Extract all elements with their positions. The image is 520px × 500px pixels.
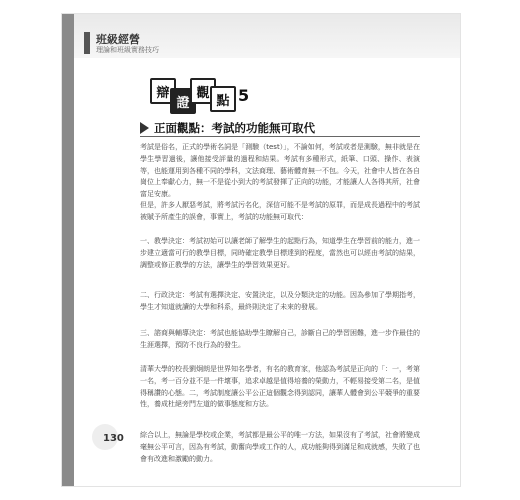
- section-heading: [140, 120, 315, 136]
- badge-char-3: 觀: [190, 78, 216, 104]
- paragraph-conclusion: 綜合以上，無論是學校或企業，考試都是最公平的唯一方法，如果沒有了考試，社會將變成毫無公平可言，因為有考試，動奮向學或工作的人，成功能夠得到滿足和成就感，失敗了也會有改進和激勵的動力。: [140, 431, 420, 463]
- paragraph-tsinghua: 清華大學的校長劉炯朗是世界知名學者，有名的教育家，他認為考試是正向的「：一，考第一名，考一百分並不是一件壞事，追求卓越是值得培養的榮動力，不輕易接受第二名，是值得稱讚的心態。二，考試制度讓公平公正這個觀念得到認同，讓華人體會到公平競爭的重要性，養成杜絕旁門左道的做事態度和方法。: [140, 365, 420, 409]
- paragraph-intro: 考試是俗名，正式的學術名詞是「測驗（test）」，不論如何，考試或者是測驗，無非就是在學生學習過後，讓他接受評量的過程和結果。考試有多種形式，紙筆、口頭、操作、表演等，也能運用到各種不同的學科，文法商理、藝術體育無一不包。今天，社會中人皆在各自崗位上奉獻心力，無一不是從小到大的考試發揮了正向的功能，才能讓人人各得其所，社會富足安康。: [140, 143, 420, 199]
- paragraph-counseling-decision: 三、諮商與輔導決定：考試也能協助學生瞭解自己，診斷自己的學習困難，進一步作最佳的生涯選擇，預防不良行為的發生。: [140, 329, 420, 349]
- badge-number: 5: [238, 86, 250, 105]
- chapter-subtitle: 理論和班級實務技巧: [96, 46, 159, 54]
- badge-char-4: 點: [210, 86, 236, 112]
- page-number: 130: [103, 433, 124, 444]
- triangle-bullet-icon: [140, 122, 149, 134]
- heading-divider: [140, 136, 420, 137]
- badge-char-2: 證: [170, 88, 196, 114]
- section-heading-text: 正面觀點：考試的功能無可取代: [154, 121, 315, 135]
- paragraph-admin-decision: 二、行政決定：考試有選擇決定、安置決定，以及分類決定的功能。因為參加了學期指考，學生才知道就讀的大學和科系，最終則決定了未來的發展。: [140, 291, 420, 311]
- badge-char-1: 辯: [150, 78, 176, 104]
- chapter-title: 班級經營: [96, 33, 140, 46]
- paragraph-teaching-decision: 一、教學決定：考試初始可以讓老師了解學生的起點行為，知道學生在學習前的能力，進一步建立適當可行的教學目標，同時確定教學目標達到的程度，當然也可以經由考試的結果，調整或修正教學的方法，讓學生的學習效果更好。: [140, 237, 420, 269]
- paragraph-2: 但是，許多人厭惡考試，將考試污名化，深信可能不是考試的原罪，而是成長過程中的考試被賦予所產生的誤會，事實上，考試的功能無可取代：: [140, 201, 420, 221]
- header-marker: [84, 32, 90, 54]
- page-edge-strip: [62, 14, 74, 486]
